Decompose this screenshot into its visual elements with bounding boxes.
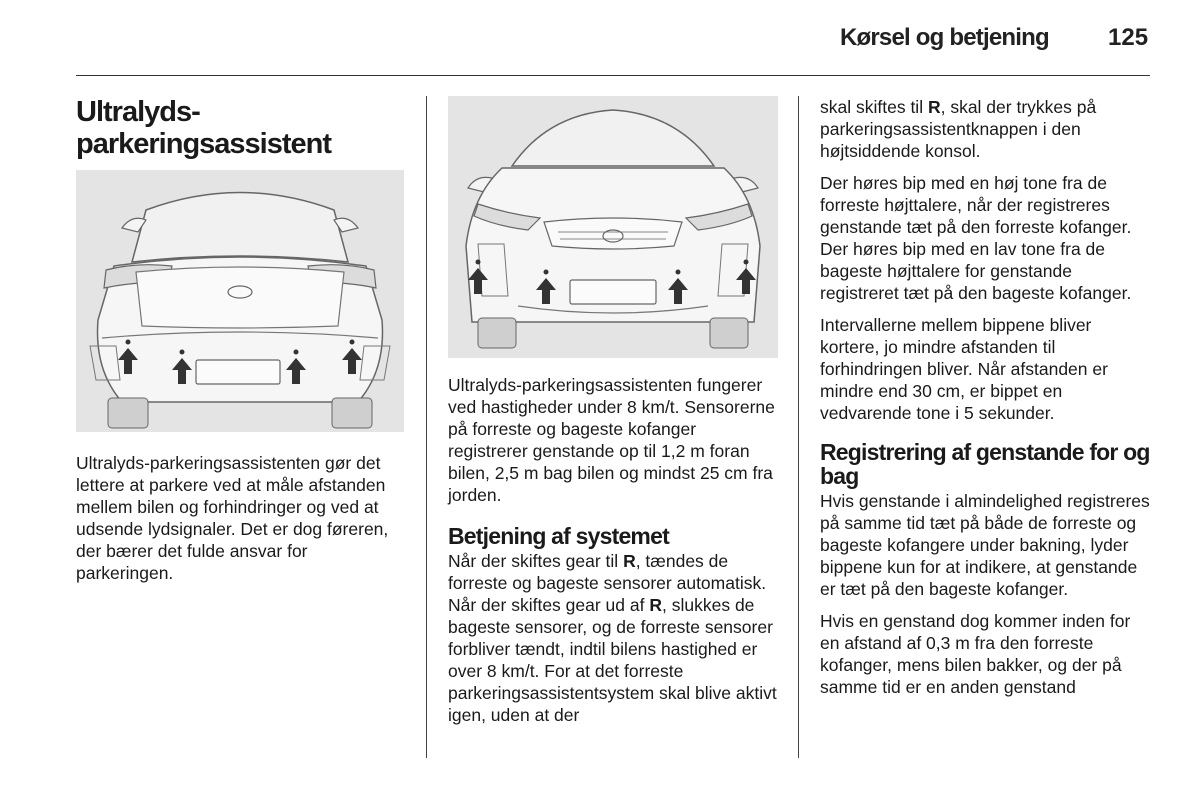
header-rule (76, 75, 1150, 76)
paragraph: Intervallerne mellem bippene bliver kortere, jo mindre afstanden til forhindringen bliver. Når afstanden er mindre end 30 cm, er bippet en vedvarende tone i 5 sekunder. (820, 315, 1108, 423)
column-2-text (448, 374, 780, 736)
paragraph: Når der skiftes gear til R, tændes de forreste og bageste sensorer automatisk. Når der skiftes gear ud af R, slukkes de bageste sensorer, og de forreste sensorer forbliver tændt, indtil bilens hastighed er over 8 km/t. For at det forreste parkeringsassistentsystem skal blive aktivt igen, uden at der (448, 551, 777, 725)
column-3-text (820, 96, 1152, 708)
heading-line-2: parkeringsassistent (76, 128, 332, 160)
paragraph: Hvis en genstand dog kommer inden for en afstand af 0,3 m fra den forreste kofanger, mens bilen bakker, og der på samme tid er en anden genstand (820, 611, 1131, 697)
column-1-text (76, 452, 406, 594)
running-header-title: Kørsel og betjening (840, 24, 1049, 51)
rear-car-illustration (76, 170, 404, 432)
paragraph: Der høres bip med en høj tone fra de forreste højttalere, når der registreres genstande tæt på den forreste kofanger. Der høres bip med en lav tone fra de bageste højttalere for genstande registreret tæt på den bageste kofanger. (820, 173, 1132, 303)
heading-line-1: Ultralyds- (76, 96, 200, 128)
subheading-operation: Betjening af systemet (448, 523, 669, 549)
subheading-detection: Registrering af genstande for og bag (820, 439, 1150, 489)
section-heading-ultrasonic (76, 96, 406, 160)
paragraph: Ultralyds-parkeringsassistenten fungerer ved hastigheder under 8 km/t. Sensorerne på forreste og bageste kofanger registrerer genstande op til 1,2 m foran bilen, 2,5 m bag bilen og mindst 25 cm fra jorden. (448, 375, 775, 505)
page-number: 125 (1108, 24, 1149, 51)
column-divider-1 (426, 96, 427, 758)
front-car-illustration (448, 96, 778, 358)
paragraph: Hvis genstande i almindelighed registreres på samme tid tæt på både de forreste og bageste kofangere under bakning, lyder bippene kun for at indikere, at genstande er tæt på den bageste kofanger. (820, 491, 1150, 599)
column-divider-2 (798, 96, 799, 758)
paragraph: Ultralyds-parkeringsassistenten gør det lettere at parkere ved at måle afstanden mellem bilen og forhindringer og ved at udsende lydsignaler. Det er dog føreren, der bærer det fulde ansvar for parkeringen. (76, 453, 389, 583)
paragraph: skal skiftes til R, skal der trykkes på parkeringsassistentknappen i den højtsiddende konsol. (820, 97, 1097, 161)
